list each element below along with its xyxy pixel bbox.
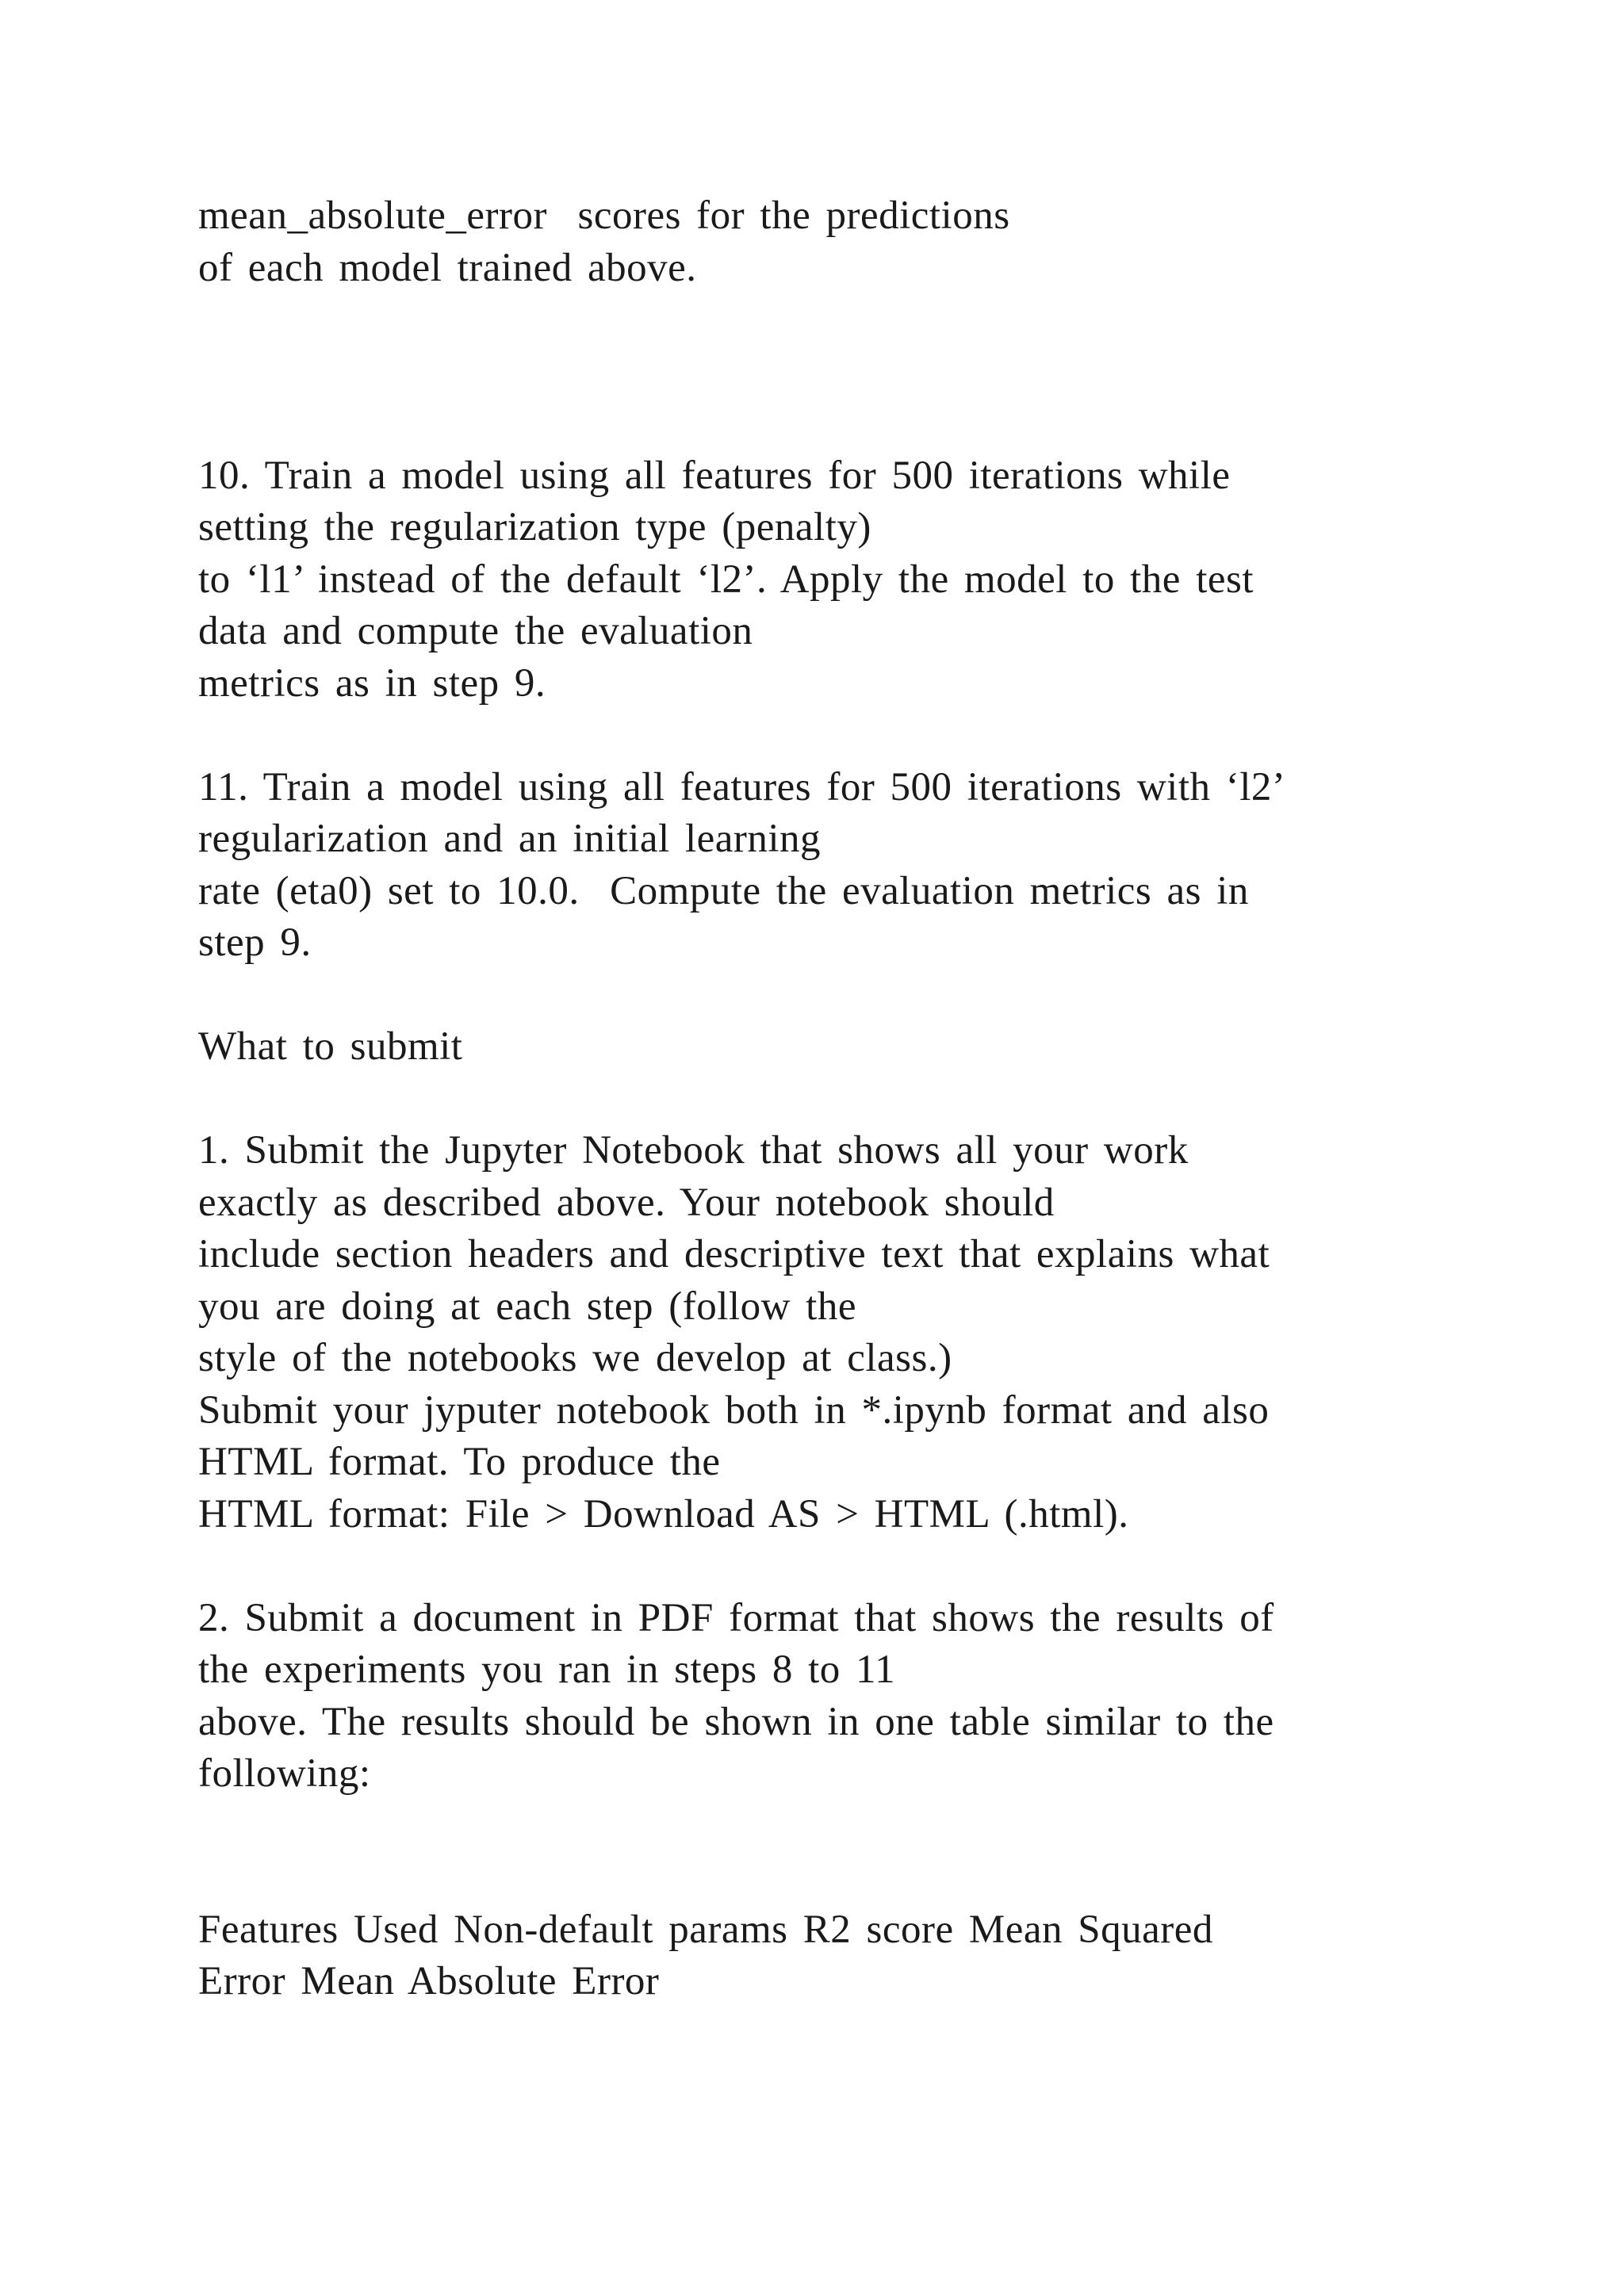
document-body [198,190,1546,2008]
text-line: 1. Submit the Jupyter Notebook that shows all your work [198,1128,1189,1173]
text-line: What to submit [198,1024,463,1069]
paragraph-spacer [198,1073,1546,1126]
text-line: include section headers and descriptive text that explains what [198,1232,1270,1276]
paragraph [198,1904,1546,2008]
text-line: you are doing at each step (follow the [198,1284,856,1329]
text-line: style of the notebooks we develop at class.) [198,1336,952,1380]
paragraph-spacer [198,710,1546,762]
paragraph [198,762,1546,970]
text-line: the experiments you ran in steps 8 to 11 [198,1647,896,1692]
text-line: 2. Submit a document in PDF format that shows the results of [198,1595,1274,1640]
text-line: following: [198,1751,371,1796]
text-line: of each model trained above. [198,245,697,290]
text-line: to ‘l1’ instead of the default ‘l2’. Apply the model to the test [198,557,1254,602]
text-line: above. The results should be shown in one table similar to the [198,1699,1274,1744]
paragraph [198,1593,1546,1800]
text-line: data and compute the evaluation [198,609,753,653]
text-line: Submit your jyputer notebook both in *.ipynb format and also [198,1387,1270,1433]
text-line: regularization and an initial learning [198,817,822,861]
text-line: 11. Train a model using all features for 500 iterations with ‘l2’ [198,764,1286,809]
paragraph [198,1125,1546,1540]
text-line: HTML format: File > Download AS > HTML (.html). [198,1491,1129,1536]
paragraph-spacer [198,1852,1546,1904]
paragraph [198,1021,1546,1073]
paragraph [198,450,1546,710]
text-line: 10. Train a model using all features for 500 iterations while [198,453,1231,498]
text-line: setting the regularization type (penalty) [198,505,871,549]
text-line: HTML format. To produce the [198,1440,721,1484]
text-line: rate (eta0) set to 10.0. Compute the evaluation metrics as in [198,868,1249,913]
text-line: step 9. [198,920,312,965]
text-line: metrics as in step 9. [198,660,546,706]
paragraph-spacer [198,294,1546,346]
paragraph-spacer [198,1540,1546,1593]
text-line: Features Used Non-default params R2 score Mean Squared [198,1907,1213,1952]
paragraph [198,190,1546,294]
text-line: mean_absolute_error scores for the predictions [198,193,1010,238]
paragraph-spacer [198,970,1546,1022]
paragraph-spacer [198,346,1546,399]
text-line: exactly as described above. Your notebook should [198,1180,1055,1225]
paragraph-spacer [198,1800,1546,1853]
text-line: Error Mean Absolute Error [198,1959,660,2003]
paragraph-spacer [198,398,1546,450]
